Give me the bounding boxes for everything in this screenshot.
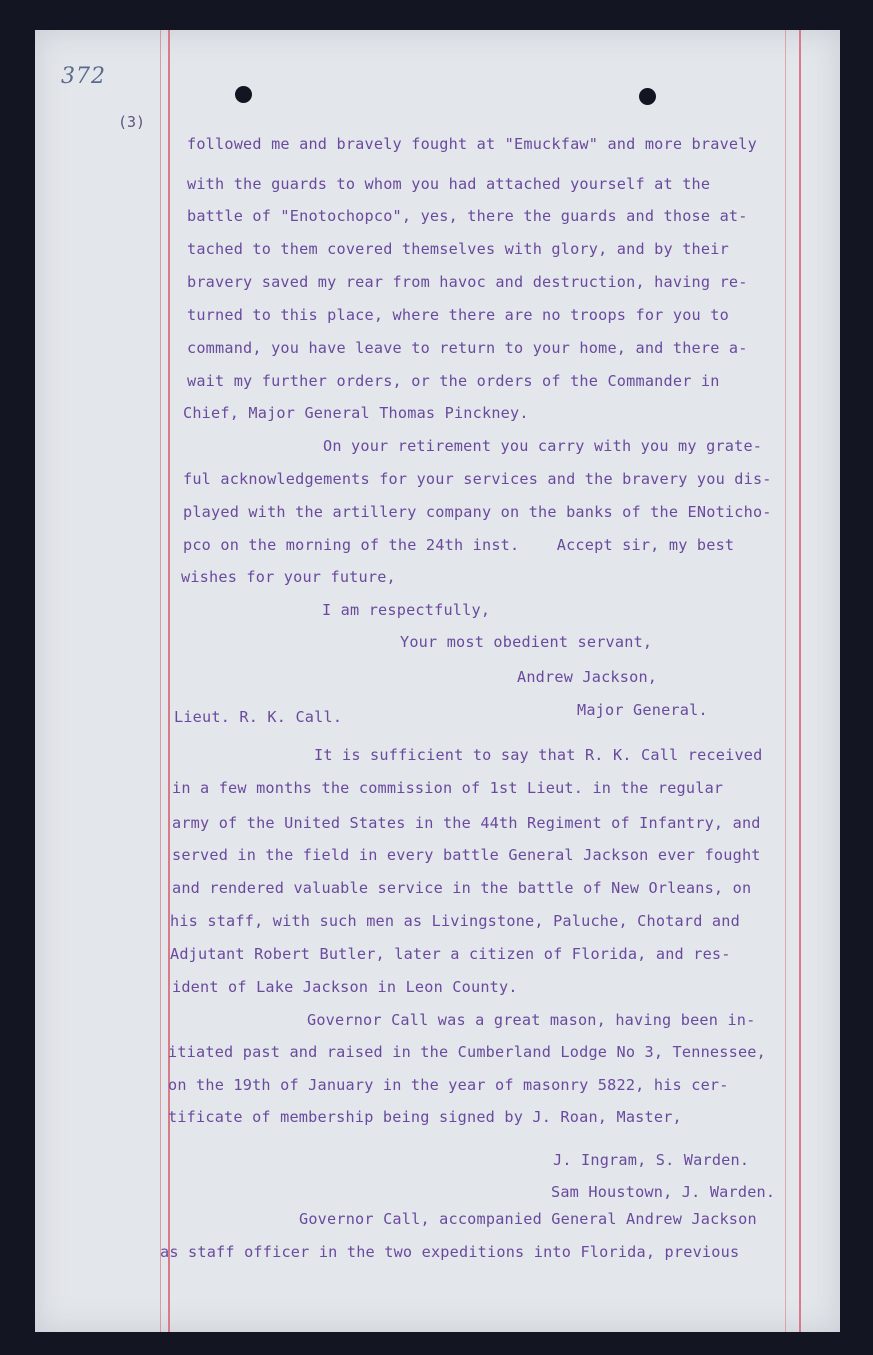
text-line: Governor Call, accompanied General Andrew Jackson: [299, 1210, 757, 1228]
text-line: army of the United States in the 44th Regiment of Infantry, and: [172, 814, 761, 832]
right-margin-rule: [799, 30, 801, 1332]
text-line: Governor Call was a great mason, having been in-: [307, 1011, 756, 1029]
text-line: followed me and bravely fought at "Emuckfaw" and more bravely: [187, 135, 757, 153]
text-line: Andrew Jackson,: [517, 668, 658, 686]
section-marker: (3): [118, 113, 146, 131]
text-line: ident of Lake Jackson in Leon County.: [172, 978, 518, 996]
left-margin-rule-faint: [160, 30, 161, 1332]
text-line: command, you have leave to return to your home, and there a-: [187, 339, 748, 357]
text-line: wishes for your future,: [181, 568, 396, 586]
text-line: Major General.: [577, 701, 708, 719]
text-line: Chief, Major General Thomas Pinckney.: [183, 404, 529, 422]
text-line: in a few months the commission of 1st Lieut. in the regular: [172, 779, 724, 797]
text-line: J. Ingram, S. Warden.: [553, 1151, 750, 1169]
text-line: served in the field in every battle General Jackson ever fought: [172, 846, 761, 864]
text-line: Lieut. R. K. Call.: [174, 708, 343, 726]
text-line: and rendered valuable service in the battle of New Orleans, on: [172, 879, 752, 897]
text-line: turned to this place, where there are no troops for you to: [187, 306, 729, 324]
text-line: Adjutant Robert Butler, later a citizen of Florida, and res-: [170, 945, 731, 963]
text-line: tached to them covered themselves with glory, and by their: [187, 240, 729, 258]
text-line: tificate of membership being signed by J. Roan, Master,: [168, 1108, 682, 1126]
text-line: It is sufficient to say that R. K. Call received: [314, 746, 763, 764]
document-page: [35, 30, 840, 1332]
text-line: itiated past and raised in the Cumberland Lodge No 3, Tennessee,: [168, 1043, 766, 1061]
text-line: ful acknowledgements for your services and the bravery you dis-: [183, 470, 772, 488]
punch-hole-right: [639, 88, 656, 105]
text-line: bravery saved my rear from havoc and destruction, having re-: [187, 273, 748, 291]
left-margin-rule: [168, 30, 170, 1332]
text-line: wait my further orders, or the orders of the Commander in: [187, 372, 720, 390]
text-line: pco on the morning of the 24th inst. Accept sir, my best: [183, 536, 735, 554]
text-line: On your retirement you carry with you my grate-: [323, 437, 763, 455]
text-line: with the guards to whom you had attached yourself at the: [187, 175, 711, 193]
text-line: as staff officer in the two expeditions into Florida, previous: [160, 1243, 740, 1261]
text-line: played with the artillery company on the banks of the ENotichо-: [183, 503, 772, 521]
text-line: Your most obedient servant,: [400, 633, 653, 651]
text-line: I am respectfully,: [322, 601, 491, 619]
text-line: on the 19th of January in the year of masonry 5822, his cer-: [168, 1076, 729, 1094]
text-line: Sam Houstown, J. Warden.: [551, 1183, 776, 1201]
text-line: his staff, with such men as Livingstone, Paluche, Chotard and: [170, 912, 740, 930]
text-line: battle of "Enotochopco", yes, there the guards and those at-: [187, 207, 748, 225]
right-margin-rule-faint: [785, 30, 786, 1332]
page-number: 372: [61, 64, 106, 89]
punch-hole-left: [235, 86, 252, 103]
